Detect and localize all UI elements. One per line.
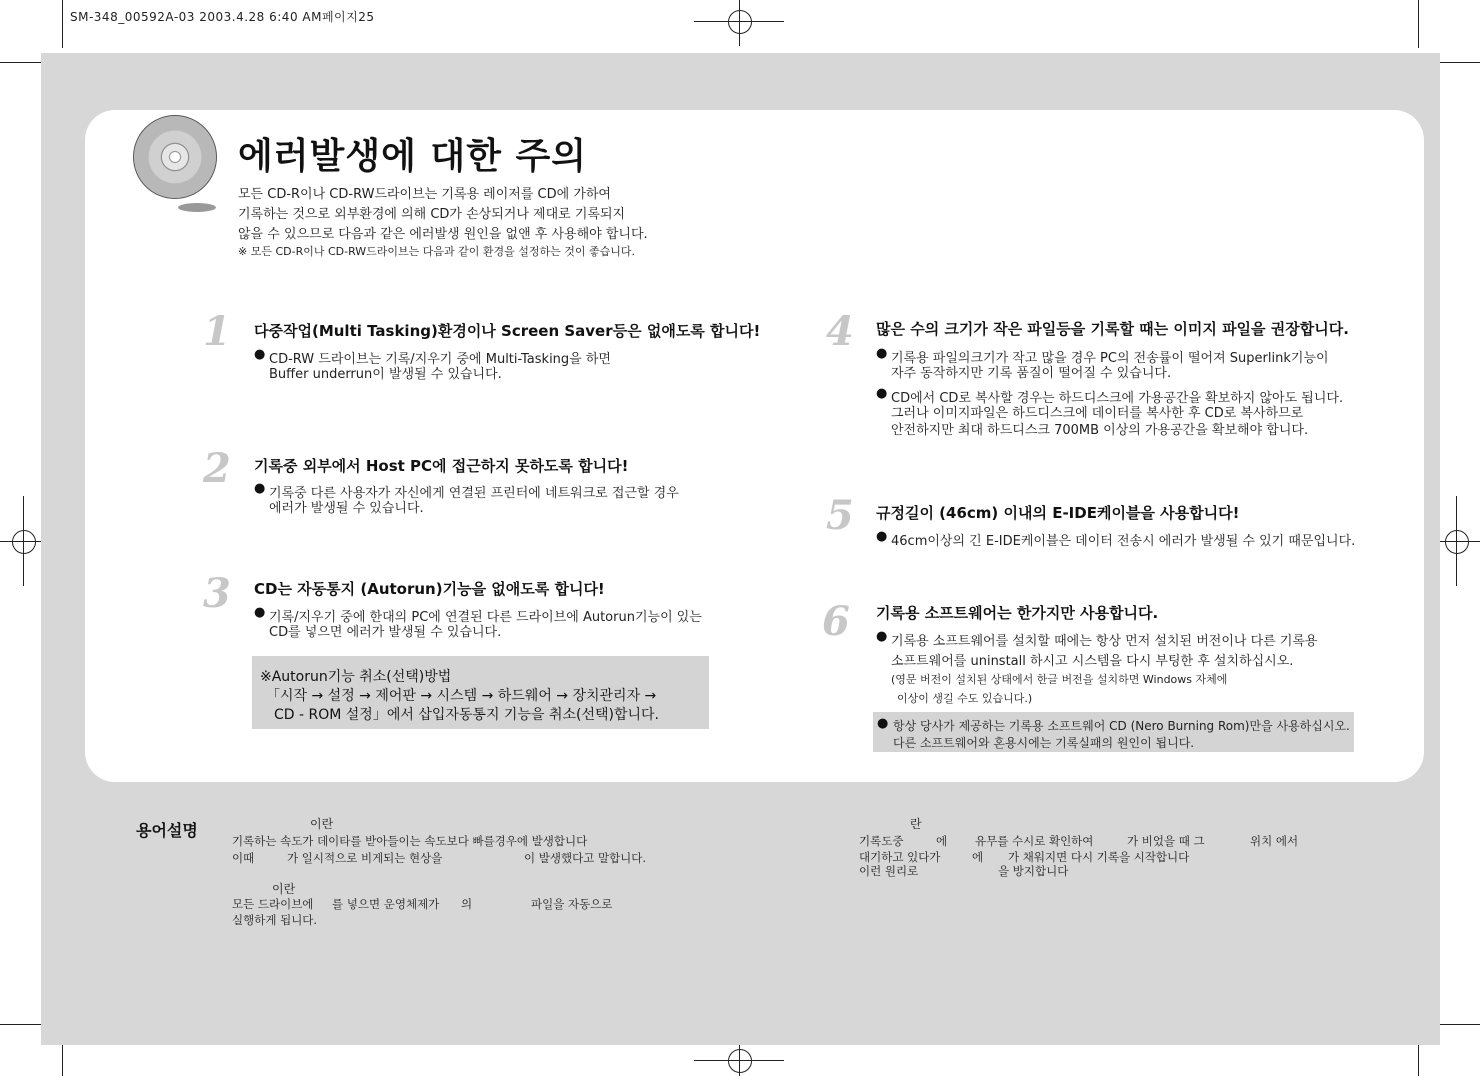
bullet-icon: ●: [254, 481, 266, 496]
section-text: 46cm이상의 긴 E-IDE케이블은 데이터 전송시 에러가 발생될 수 있기 때문입니다.: [891, 534, 1356, 549]
glossary-text: 가 일시적으로 비게되는 현상을: [287, 851, 443, 865]
intro-line: 않을 수 있으므로 다음과 같은 에러발생 원인을 없앤 후 사용해야 합니다.: [238, 227, 648, 242]
section-text: CD를 넣으면 에러가 발생될 수 있습니다.: [269, 625, 502, 640]
cd-disc-icon: [133, 115, 217, 199]
bullet-icon: ●: [254, 605, 266, 620]
registration-mark: [23, 496, 24, 586]
registration-mark: [12, 530, 36, 554]
glossary-text: 파일을 자동으로: [531, 897, 613, 911]
glossary-term-head: 이란: [272, 882, 296, 896]
registration-mark: [739, 0, 740, 46]
section-number: 1: [203, 308, 231, 355]
section-note: (영문 버전이 설치된 상태에서 한글 버전을 설치하면 Windows 자체에: [891, 673, 1228, 686]
section-text: CD-RW 드라이브는 기록/지우기 중에 Multi-Tasking을 하면: [269, 352, 611, 367]
section-text: 기록용 소프트웨어를 설치할 때에는 항상 먼저 설치된 버전이나 다른 기록용: [891, 634, 1318, 649]
section-number: 4: [826, 308, 854, 355]
glossary-text: 을 방지합니다: [998, 864, 1069, 878]
crop-mark: [62, 0, 63, 48]
intro-note: ※ 모든 CD-R이나 CD-RW드라이브는 다음과 같이 환경을 설정하는 것이 좋습니다.: [238, 245, 636, 258]
page-title: 에러발생에 대한 주의: [238, 136, 588, 177]
section-text: CD에서 CD로 복사할 경우는 하드디스크에 가용공간을 확보하지 않아도 됩니다.: [891, 391, 1344, 406]
intro-line: 모든 CD-R이나 CD-RW드라이브는 기록용 레이저를 CD에 가하여: [238, 187, 611, 202]
glossary-text: 기록도중: [859, 834, 904, 848]
glossary-text: 의: [461, 897, 473, 911]
glossary-text: 유무를 수시로 확인하여: [975, 834, 1094, 848]
crop-mark: [1418, 0, 1419, 48]
section-number: 6: [822, 598, 850, 645]
section-text: 에러가 발생될 수 있습니다.: [269, 501, 424, 516]
section-heading: 기록용 소프트웨어는 한가지만 사용합니다.: [876, 604, 1159, 622]
section-heading: 다중작업(Multi Tasking)환경이나 Screen Saver등은 없애도록 합니다!: [254, 322, 761, 340]
glossary-text: 가 비었을 때 그: [1127, 834, 1205, 848]
tip-line: 「시작 → 설정 → 제어판 → 시스템 → 하드웨어 → 장치관리자 →: [266, 688, 657, 704]
section-heading: 많은 수의 크기가 작은 파일등을 기록할 때는 이미지 파일을 권장합니다.: [876, 320, 1349, 338]
glossary-text: 실행하게 됩니다.: [232, 913, 318, 927]
note-text: 다른 소프트웨어와 혼용시에는 기록실패의 원인이 됩니다.: [893, 736, 1195, 750]
bullet-icon: ●: [876, 346, 888, 361]
section-text: 기록용 파일의크기가 작고 많을 경우 PC의 전송률이 떨어져 Superlink기능이: [891, 351, 1329, 366]
glossary-text: 대기하고 있다가: [859, 850, 941, 864]
print-header: SM-348_00592A-03 2003.4.28 6:40 AM페이지25: [70, 10, 375, 24]
glossary-text: 이 발생했다고 말합니다.: [524, 851, 647, 865]
section-number: 2: [203, 445, 231, 492]
bullet-icon: ●: [877, 716, 889, 731]
bullet-icon: ●: [254, 347, 266, 362]
section-text: 자주 동작하지만 기록 품질이 떨어질 수 있습니다.: [891, 366, 1172, 381]
section-text: 그러나 이미지파일은 하드디스크에 데이터를 복사한 후 CD로 복사하므로: [891, 406, 1304, 421]
registration-mark: [728, 1049, 752, 1073]
glossary-term-head: 란: [910, 817, 922, 831]
section-text: 안전하지만 최대 하드디스크 700MB 이상의 가용공간을 확보해야 합니다.: [891, 423, 1309, 438]
tip-line: CD - ROM 설정」에서 삽입자동통지 기능을 취소(선택)합니다.: [274, 707, 659, 723]
section-heading: 규정길이 (46cm) 이내의 E-IDE케이블을 사용합니다!: [876, 504, 1240, 522]
glossary-text: 모든 드라이브에: [232, 897, 314, 911]
glossary-text: 기록하는 속도가 데이타를 받아들이는 속도보다 빠를경우에 발생합니다: [232, 834, 588, 848]
section-text: Buffer underrun이 발생될 수 있습니다.: [269, 367, 502, 382]
glossary-text: 이런 원리로: [859, 864, 919, 878]
registration-mark: [1445, 530, 1469, 554]
registration-mark: [739, 1040, 740, 1076]
section-text: 기록중 다른 사용자가 자신에게 연결된 프린터에 네트워크로 접근할 경우: [269, 486, 679, 501]
section-number: 3: [203, 570, 231, 617]
glossary-text: 에: [936, 834, 948, 848]
glossary-term-head: 이란: [310, 817, 334, 831]
section-text: 소프트웨어를 uninstall 하시고 시스템을 다시 부팅한 후 설치하십시오.: [891, 654, 1294, 669]
bullet-icon: ●: [876, 629, 888, 644]
note-text: 항상 당사가 제공하는 기록용 소프트웨어 CD (Nero Burning Rom)만을 사용하십시오.: [893, 719, 1350, 733]
bullet-icon: ●: [876, 386, 888, 401]
glossary-text: 위치 에서: [1250, 834, 1299, 848]
section-note: 이상이 생길 수도 있습니다.): [897, 692, 1033, 705]
glossary-title: 용어설명: [136, 821, 198, 840]
glossary-text: 가 채워지면 다시 기록을 시작합니다: [1008, 850, 1190, 864]
glossary-text: 에: [972, 850, 984, 864]
glossary-text: 이때: [232, 851, 255, 865]
registration-mark: [728, 10, 752, 34]
section-heading: CD는 자동통지 (Autorun)기능을 없애도록 합니다!: [254, 580, 605, 598]
tip-title: ※Autorun기능 취소(선택)방법: [260, 669, 452, 685]
glossary-text: 를 넣으면 운영체제가: [332, 897, 440, 911]
section-number: 5: [826, 492, 854, 539]
section-text: 기록/지우기 중에 한대의 PC에 연결된 다른 드라이브에 Autorun기능이 있는: [269, 610, 702, 625]
intro-line: 기록하는 것으로 외부환경에 의해 CD가 손상되거나 제대로 기록되지: [238, 207, 626, 222]
bullet-icon: ●: [876, 529, 888, 544]
section-heading: 기록중 외부에서 Host PC에 접근하지 못하도록 합니다!: [254, 457, 629, 475]
cd-shadow: [178, 203, 216, 212]
registration-mark: [1456, 496, 1457, 586]
